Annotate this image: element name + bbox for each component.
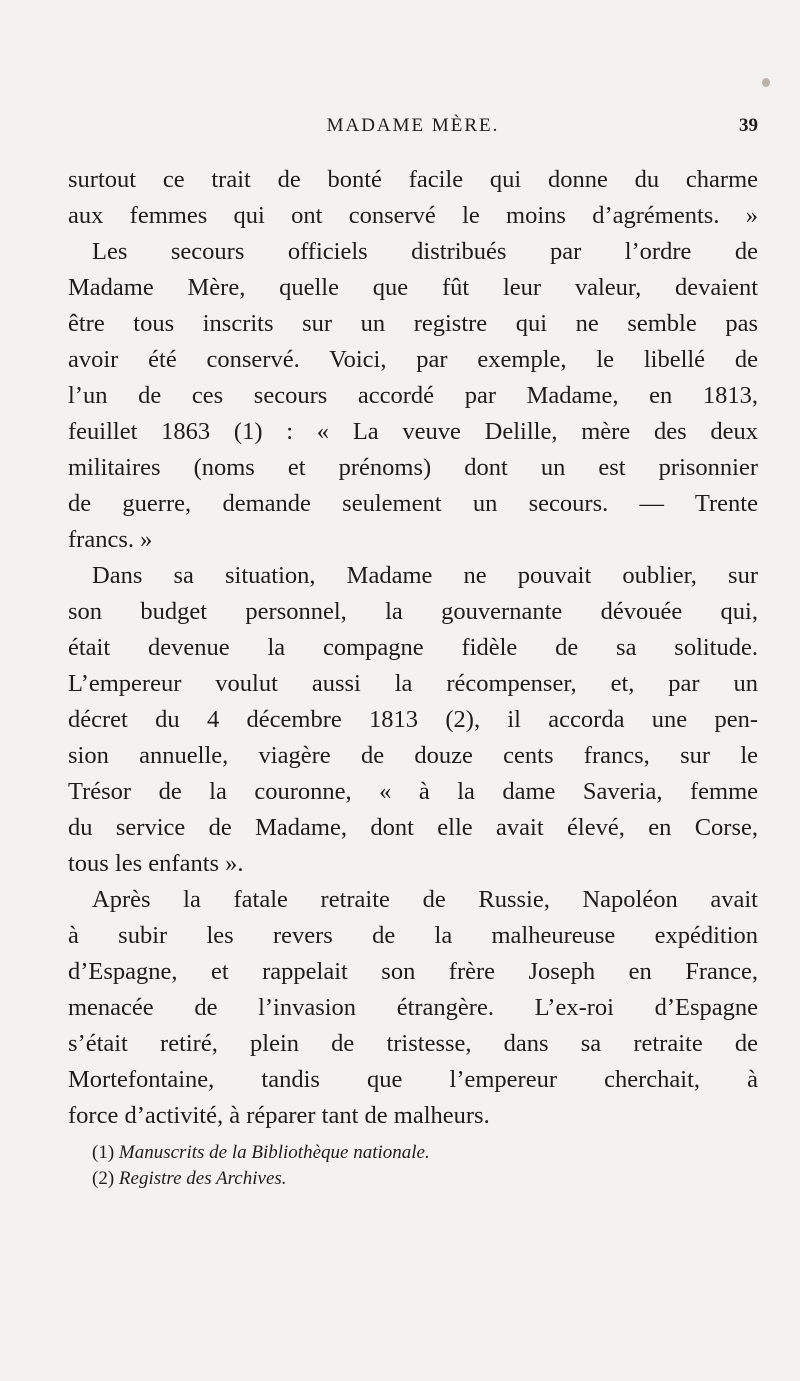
footnote-mark: (2)	[92, 1168, 115, 1189]
running-head	[68, 113, 758, 141]
text-line: était devenue la compagne fidèle de sa solitude.	[68, 634, 758, 661]
text-line: à subir les revers de la malheureuse expédition	[68, 922, 758, 949]
text-line: décret du 4 décembre 1813 (2), il accorda une pen-	[68, 706, 758, 733]
text-line: militaires (noms et prénoms) dont un est prisonnier	[68, 454, 758, 481]
footnote-text: Manuscrits de la Bibliothèque nationale.	[118, 1142, 430, 1163]
text-line: de guerre, demande seulement un secours. — Trente	[68, 490, 758, 517]
text-line: tous les enfants ».	[68, 850, 244, 877]
text-line: feuillet 1863 (1) : « La veuve Delille, mère des deux	[68, 418, 758, 445]
text-line: Après la fatale retraite de Russie, Napoléon avait	[92, 886, 758, 913]
footnote-text: Registre des Archives.	[118, 1168, 287, 1189]
text-line: Dans sa situation, Madame ne pouvait oublier, sur	[92, 562, 758, 589]
text-line: avoir été conservé. Voici, par exemple, le libellé de	[68, 346, 758, 373]
footnote	[92, 1166, 732, 1192]
page-number: 39	[739, 115, 758, 136]
text-line: force d’activité, à réparer tant de malheurs.	[68, 1102, 490, 1129]
footnote	[92, 1140, 732, 1166]
text-line: L’empereur voulut aussi la récompenser, et, par un	[68, 670, 758, 697]
running-title: MADAME MÈRE.	[326, 115, 500, 136]
text-line: sion annuelle, viagère de douze cents francs, sur le	[68, 742, 758, 769]
text-line: aux femmes qui ont conservé le moins d’agréments. »	[68, 202, 758, 229]
text-line: s’était retiré, plein de tristesse, dans sa retraite de	[68, 1030, 758, 1057]
footnote-mark: (1)	[92, 1142, 115, 1163]
text-line: menacée de l’invasion étrangère. L’ex-roi d’Espagne	[68, 994, 758, 1021]
text-line: son budget personnel, la gouvernante dévouée qui,	[68, 598, 758, 625]
text-line: Mortefontaine, tandis que l’empereur cherchait, à	[68, 1066, 758, 1093]
paper-stain	[762, 78, 770, 87]
text-line: Trésor de la couronne, « à la dame Saveria, femme	[68, 778, 758, 805]
text-line: du service de Madame, dont elle avait élevé, en Corse,	[68, 814, 758, 841]
text-line: Les secours officiels distribués par l’ordre de	[92, 238, 758, 265]
text-line: l’un de ces secours accordé par Madame, en 1813,	[68, 382, 758, 409]
text-line: être tous inscrits sur un registre qui ne semble pas	[68, 310, 758, 337]
text-line: d’Espagne, et rappelait son frère Joseph en France,	[68, 958, 758, 985]
text-line: francs. »	[68, 526, 153, 553]
text-line: Madame Mère, quelle que fût leur valeur, devaient	[68, 274, 758, 301]
text-line: surtout ce trait de bonté facile qui donne du charme	[68, 166, 758, 193]
